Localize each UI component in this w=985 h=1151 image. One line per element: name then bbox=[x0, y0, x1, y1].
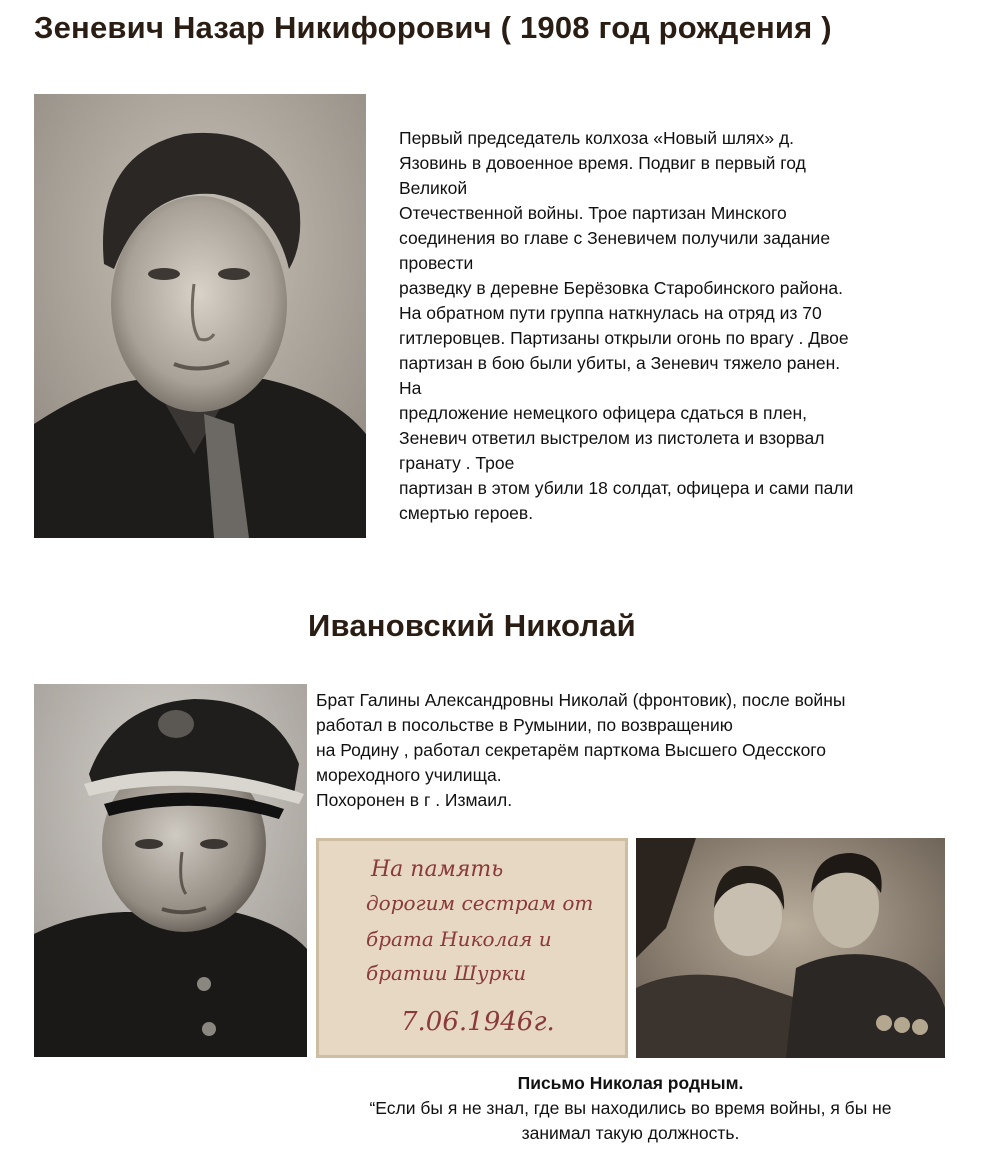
paragraph-line: работал в посольстве в Румынии, по возвращению bbox=[316, 715, 733, 735]
letter-caption bbox=[316, 1071, 945, 1146]
portrait-zenevich-photo bbox=[34, 94, 366, 538]
paragraph-line: Язовинь в довоенное время. Подвиг в первый год bbox=[399, 153, 806, 173]
paragraph-line: Великой bbox=[399, 178, 468, 198]
letter-line: На память bbox=[371, 857, 504, 882]
letter-line: дорогим сестрам от bbox=[366, 891, 594, 915]
paragraph-line: Первый председатель колхоза «Новый шлях» д. bbox=[399, 128, 795, 148]
couple-photo bbox=[636, 838, 945, 1058]
letter-line: брата Николая и bbox=[366, 927, 552, 951]
section2-paragraph bbox=[316, 688, 845, 813]
paragraph-line: на Родину , работал секретарём парткома Высшего Одесского bbox=[316, 740, 827, 760]
paragraph-line: Зеневич ответил выстрелом из пистолета и взорвал bbox=[399, 428, 825, 448]
paragraph-line: партизан в этом убили 18 солдат, офицера и сами пали bbox=[399, 478, 854, 498]
paragraph-line: смертью героев. bbox=[399, 503, 534, 523]
section1-title: Зеневич Назар Никифорович ( 1908 год рождения ) bbox=[34, 10, 832, 45]
paragraph-line: мореходного училища. bbox=[316, 765, 502, 785]
section1-paragraph bbox=[399, 126, 853, 526]
letter-line: братии Шурки bbox=[366, 961, 527, 985]
paragraph-line: Отечественной войны. Трое партизан Минского bbox=[399, 203, 787, 223]
handwritten-letter-photo bbox=[316, 838, 628, 1058]
paragraph-line: провести bbox=[399, 253, 474, 273]
paragraph-line: соединения во главе с Зеневичем получили задание bbox=[399, 228, 831, 248]
paragraph-line: Брат Галины Александровны Николай (фронтовик), после войны bbox=[316, 690, 846, 710]
paragraph-line: предложение немецкого офицера сдаться в плен, bbox=[399, 403, 807, 423]
paragraph-line: На обратном пути группа наткнулась на отряд из 70 bbox=[399, 303, 822, 323]
portrait-ivanovsky-photo bbox=[34, 684, 307, 1057]
paragraph-line: гранату . Трое bbox=[399, 453, 515, 473]
paragraph-line: На bbox=[399, 378, 422, 398]
letter-date: 7.06.1946г. bbox=[401, 1007, 555, 1037]
paragraph-line: Похоронен в г . Измаил. bbox=[316, 790, 513, 810]
caption-title: Письмо Николая родным. bbox=[517, 1073, 744, 1093]
section2-title: Ивановский Николай bbox=[308, 608, 636, 643]
caption-line: занимал такую должность. bbox=[521, 1123, 740, 1143]
paragraph-line: разведку в деревне Берёзовка Старобинского района. bbox=[399, 278, 843, 298]
paragraph-line: партизан в бою были убиты, а Зеневич тяжело ранен. bbox=[399, 353, 841, 373]
paragraph-line: гитлеровцев. Партизаны открыли огонь по врагу . Двое bbox=[399, 328, 849, 348]
caption-line: “Если бы я не знал, где вы находились во время войны, я бы не bbox=[369, 1098, 892, 1118]
